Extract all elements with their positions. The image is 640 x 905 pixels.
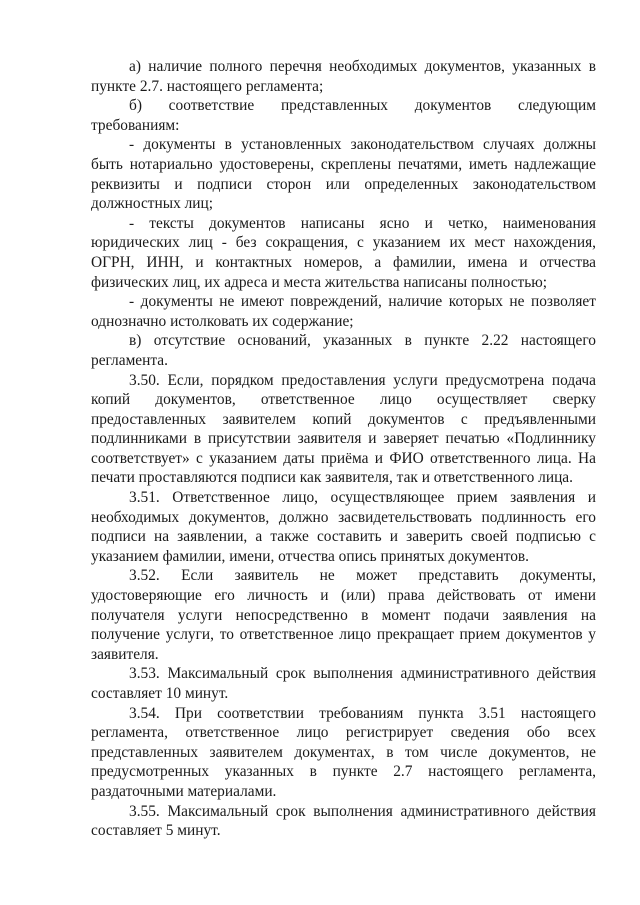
- paragraph-requirement-notarized: - документы в установленных законодательством случаях должны быть нотариально удостоверены, скреплены печатями, иметь надлежащие реквизиты и подписи сторон или определенных законодательством должностных лиц;: [91, 136, 596, 213]
- paragraph-3-51: 3.51. Ответственное лицо, осуществляющее прием заявления и необходимых документов, должно засвидетельствовать подлинность его подписи на заявлении, а также составить и заверить своей подписью с указанием фамилии, имени, отчества опись принятых документов.: [91, 489, 596, 565]
- paragraph-requirement-clear-text: - тексты документов написаны ясно и четко, наименования юридических лиц - без сокращения, с указанием их мест нахождения, ОГРН, ИНН, и контактных номеров, а фамилии, имена и отчества физических лиц, их адреса и места жительства написаны полностью;: [91, 214, 596, 291]
- paragraph-3-52: 3.52. Если заявитель не может представить документы, удостоверяющие его личность и (или) права действовать от имени получателя услуги непосредственно в момент подачи заявления на получение услуги, то ответственное лицо прекращает прием документов у заявителя.: [91, 567, 596, 663]
- paragraph-3-53: 3.53. Максимальный срок выполнения административного действия составляет 10 минут.: [91, 665, 596, 702]
- paragraph-3-54: 3.54. При соответствии требованиям пункта 3.51 настоящего регламента, ответственное лицо регистрирует сведения обо всех представленных заявителем документах, в том числе документов, не предусмотренных указанных в пункте 2.7 настоящего регламента, раздаточными материалами.: [91, 704, 596, 800]
- paragraph-3-50: 3.50. Если, порядком предоставления услуги предусмотрена подача копий документов, ответственное лицо осуществляет сверку предоставленных заявителем копий документов с предъявленными подлинниками в присутствии заявителя и заверяет печатью «Подлиннику соответствует» с указанием даты приёма и ФИО ответственного лица. На печати проставляются подписи как заявителя, так и ответственного лица.: [91, 371, 596, 487]
- paragraph-item-b: б) соответствие представленных документов следующим требованиям:: [91, 97, 596, 134]
- paragraph-requirement-no-damage: - документы не имеют повреждений, наличие которых не позволяет однозначно истолковать их содержание;: [91, 293, 596, 330]
- paragraph-item-v: в) отсутствие оснований, указанных в пункте 2.22 настоящего регламента.: [91, 332, 596, 369]
- paragraph-3-55: 3.55. Максимальный срок выполнения административного действия составляет 5 минут.: [91, 802, 596, 840]
- document-body: [91, 57, 596, 841]
- paragraph-item-a: а) наличие полного перечня необходимых документов, указанных в пункте 2.7. настоящего регламента;: [91, 58, 596, 95]
